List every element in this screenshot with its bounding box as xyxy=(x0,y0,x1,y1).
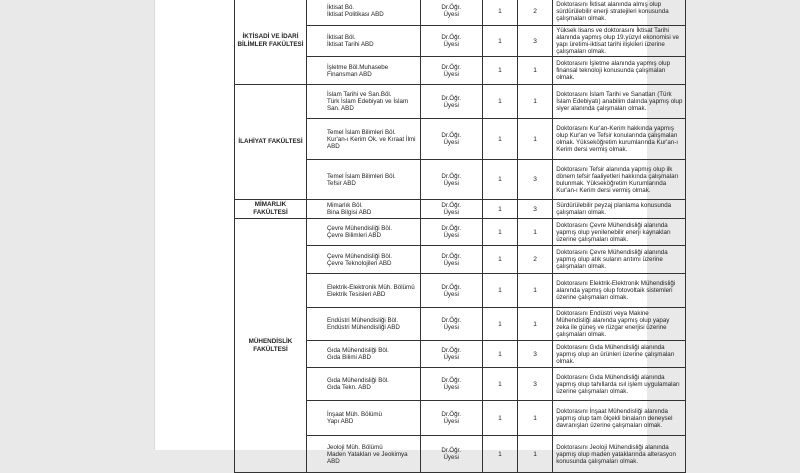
department-cell: Endüstri Mühendisliği Böl. Endüstri Mühendisliği ABD xyxy=(306,308,420,341)
count-cell: 1 xyxy=(482,160,517,200)
degree-cell: 3 xyxy=(518,341,553,368)
degree-cell: 2 xyxy=(518,246,553,274)
department-cell: Gıda Mühendisliği Böl. Gıda Tekn. ABD xyxy=(306,368,420,401)
title-cell: Dr.Öğr. Üyesi xyxy=(420,341,482,368)
count-cell: 1 xyxy=(482,26,517,57)
degree-cell: 3 xyxy=(518,368,553,401)
degree-cell: 1 xyxy=(518,57,553,85)
count-cell: 1 xyxy=(482,85,517,119)
title-cell: Dr.Öğr. Üyesi xyxy=(420,219,482,246)
department-cell: İslam Tarihi ve San.Böl. Türk İslam Edebiyatı ve İslam San. ABD xyxy=(306,85,420,119)
title-cell: Dr.Öğr. Üyesi xyxy=(420,436,482,473)
count-cell: 1 xyxy=(482,0,517,26)
faculty-iibf: İKTİSADİ VE İDARİ BİLİMLER FAKÜLTESİ xyxy=(235,0,307,85)
department-cell: İktisat Böl. İktisat Tarihi ABD xyxy=(306,26,420,57)
requirement-cell: Sürdürülebilir peyzaj planlama konusunda çalışmaları olmak. xyxy=(553,200,686,219)
table-row xyxy=(235,200,686,219)
table-row xyxy=(235,0,686,26)
faculty-ilahiyat: İLAHİYAT FAKÜLTESİ xyxy=(235,85,307,200)
department-cell: İşletme Böl.Muhasebe Finansman ABD xyxy=(306,57,420,85)
degree-cell: 1 xyxy=(518,85,553,119)
requirement-cell: Doktorasını İnşaat Mühendisliği alanında yapmış olup tam ölçekli binaların deneysel davranışları üzerine çalışmaları olmak. xyxy=(553,401,686,436)
table-row xyxy=(235,85,686,119)
count-cell: 1 xyxy=(482,274,517,308)
requirement-cell: Doktorasını Gıda Mühendisliği alanında yapmış olup tahıllarda ısıl işlem uygulamaları üzerine çalışmaları olmak. xyxy=(553,368,686,401)
requirement-cell: Doktorasını Elektrik-Elektronik Mühendisliği alanında yapmış olup fotovoltaik sistemleri üzerine çalışmaları olmak. xyxy=(553,274,686,308)
count-cell: 1 xyxy=(482,436,517,473)
department-cell: Jeoloji Müh. Bölümü Maden Yatakları ve Jeokimya ABD xyxy=(306,436,420,473)
degree-cell: 1 xyxy=(518,219,553,246)
faculty-muhendislik: MÜHENDİSLİK FAKÜLTESİ xyxy=(235,219,307,473)
requirement-cell: Doktorasını Gıda Mühendisliği alanında yapmış olup arı ürünleri üzerine çalışmaları olmak. xyxy=(553,341,686,368)
department-cell: Çevre Mühendisliği Böl. Çevre Bilimleri ABD xyxy=(306,219,420,246)
department-cell: Temel İslam Bilimleri Böl. Kur'an-ı Kerim Ok. ve Kıraat İlmi ABD xyxy=(306,119,420,160)
count-cell: 1 xyxy=(482,200,517,219)
title-cell: Dr.Öğr. Üyesi xyxy=(420,160,482,200)
requirement-cell: Doktorasını Çevre Mühendisliği alanında yapmış olup atık suların arıtımı üzerine çalışmaları olmak. xyxy=(553,246,686,274)
title-cell: Dr.Öğr. Üyesi xyxy=(420,401,482,436)
title-cell: Dr.Öğr. Üyesi xyxy=(420,119,482,160)
count-cell: 1 xyxy=(482,119,517,160)
degree-cell: 1 xyxy=(518,436,553,473)
title-cell: Dr.Öğr. Üyesi xyxy=(420,0,482,26)
title-cell: Dr.Öğr. Üyesi xyxy=(420,246,482,274)
degree-cell: 1 xyxy=(518,401,553,436)
department-cell: İktisat Bö. İktisat Politikası ABD xyxy=(306,0,420,26)
title-cell: Dr.Öğr. Üyesi xyxy=(420,368,482,401)
count-cell: 1 xyxy=(482,219,517,246)
requirement-cell: Doktorasını Jeoloji Mühendisliği alanında yapmış olup maden yataklarında alterasyon konusunda çalışmaları olmak. xyxy=(553,436,686,473)
degree-cell: 1 xyxy=(518,274,553,308)
count-cell: 1 xyxy=(482,401,517,436)
count-cell: 1 xyxy=(482,308,517,341)
degree-cell: 3 xyxy=(518,26,553,57)
title-cell: Dr.Öğr. Üyesi xyxy=(420,26,482,57)
title-cell: Dr.Öğr. Üyesi xyxy=(420,200,482,219)
count-cell: 1 xyxy=(482,57,517,85)
requirement-cell: Doktorasını İktisat alanında almış olup sürdürülebilir enerji stratejileri konusunda çalışmaları olmak. xyxy=(553,0,686,26)
department-cell: Gıda Mühendisliği Böl. Gıda Bilimi ABD xyxy=(306,341,420,368)
requirement-cell: Doktorasını Kur'an-Kerim hakkında yapmış olup Kur'an ve Tefsir konularında çalışmaları olmak. Yükseköğretim kurumlarında Kur'an-ı Kerim dersi vermiş olmak. xyxy=(553,119,686,160)
requirement-cell: Yüksek lisans ve doktorasını İktisat Tarihi alanında yapmış olup 19.yüzyıl ekonomisi ve yapı üretimi-iktisat tarihi ilişkileri üzerine çalışmaları olmak. xyxy=(553,26,686,57)
department-cell: Temel İslam Bilimleri Böl. Tefsir ABD xyxy=(306,160,420,200)
department-cell: İnşaat Müh. Bölümü Yapı ABD xyxy=(306,401,420,436)
title-cell: Dr.Öğr. Üyesi xyxy=(420,57,482,85)
title-cell: Dr.Öğr. Üyesi xyxy=(420,274,482,308)
requirement-cell: Doktorasını Endüstri veya Makine Mühendisliği alanında yapmış olup yapay zeka ile güneş ve rüzgar enerjisi üzerine çalışmaları olmak. xyxy=(553,308,686,341)
table-row xyxy=(235,219,686,246)
count-cell: 1 xyxy=(482,341,517,368)
requirement-cell: Doktorasını İslam Tarihi ve Sanatları (Türk İslam Edebiyatı) anabilim dalında yapmış olup siyer alanında çalışmaları olmak. xyxy=(553,85,686,119)
requirement-cell: Doktorasını İşletme alanında yapmış olup finansal teknoloji konusunda çalışmaları olmak. xyxy=(553,57,686,85)
degree-cell: 1 xyxy=(518,119,553,160)
title-cell: Dr.Öğr. Üyesi xyxy=(420,308,482,341)
department-cell: Çevre Mühendisliği Böl. Çevre Teknolojileri ABD xyxy=(306,246,420,274)
degree-cell: 3 xyxy=(518,160,553,200)
degree-cell: 1 xyxy=(518,308,553,341)
count-cell: 1 xyxy=(482,246,517,274)
department-cell: Elektrik-Elektronik Müh. Bölümü Elektrik Tesisleri ABD xyxy=(306,274,420,308)
faculty-mimarlik: MİMARLIK FAKÜLTESİ xyxy=(235,200,307,219)
document-page xyxy=(155,0,683,465)
requirement-cell: Doktorasını Çevre Mühendisliği alanında yapmış olup yenilenebilir enerji kaynakları üzerine çalışmaları olmak. xyxy=(553,219,686,246)
degree-cell: 3 xyxy=(518,200,553,219)
requirement-cell: Doktorasını Tefsir alanında yapmış olup ilk dönem tefsir faaliyetleri hakkında çalışmaları bulunmak. Yükseköğretim Kurumlarında Kur'an-ı Kerim dersi vermiş olmak. xyxy=(553,160,686,200)
staff-table xyxy=(234,0,686,473)
degree-cell: 2 xyxy=(518,0,553,26)
title-cell: Dr.Öğr. Üyesi xyxy=(420,85,482,119)
count-cell: 1 xyxy=(482,368,517,401)
department-cell: Mimarlık Böl. Bina Bilgisi ABD xyxy=(306,200,420,219)
